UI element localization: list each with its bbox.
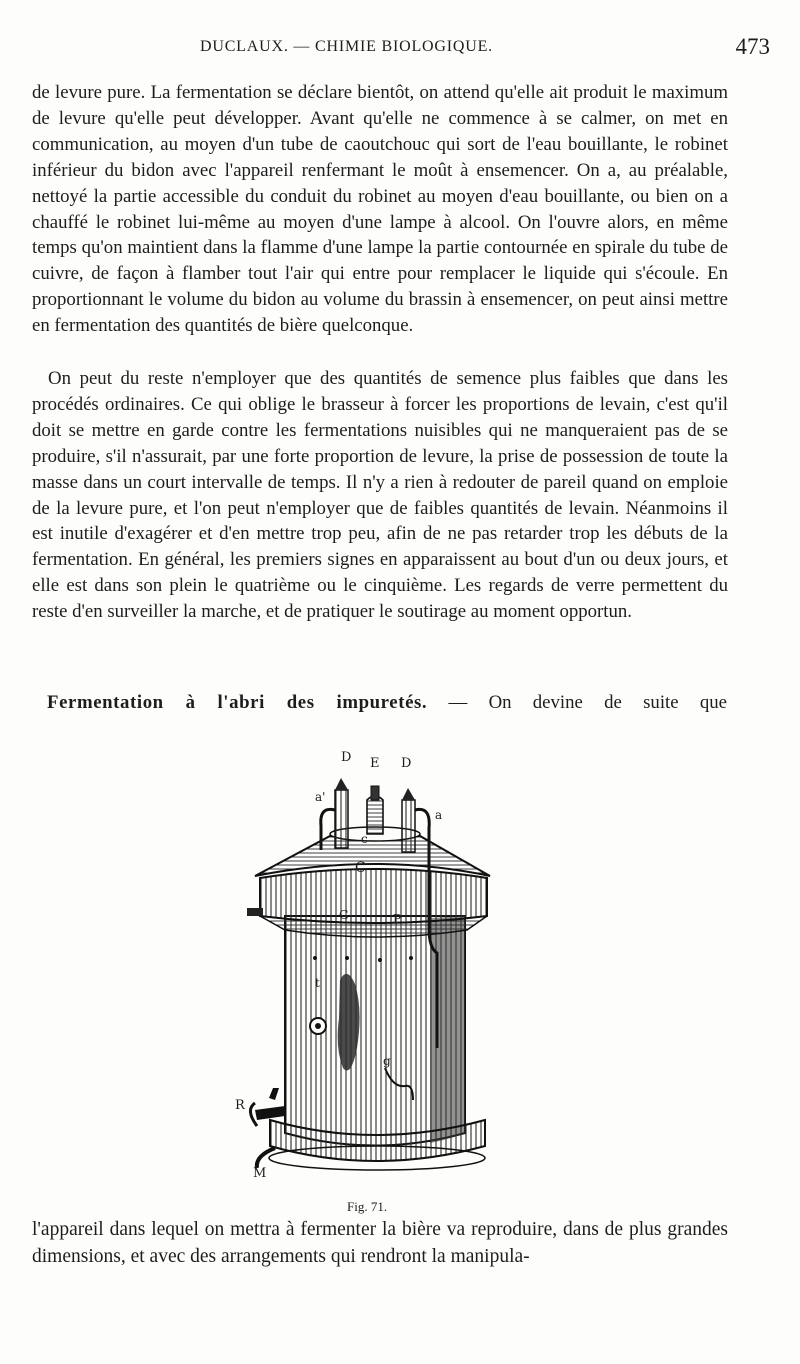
paragraph-semence <box>32 366 728 625</box>
label-P: P <box>393 912 402 926</box>
paragraph-text: l'appareil dans lequel on mettra à fermenter la bière va reproduire, dans de plus grandes dimensions, et avec des arrangements qui rendront la manipula- <box>32 1219 728 1267</box>
left-vent-pipe <box>335 790 348 848</box>
label-G: G <box>339 908 349 922</box>
heading-dash: — <box>448 692 468 713</box>
upper-tap <box>247 908 263 916</box>
paragraph-continued <box>32 80 728 339</box>
paragraph-text: de levure pure. La fermentation se déclare bientôt, on attend qu'elle ait produit le maximum de levure qu'elle peut développer. Avant qu'elle ne commence à se calmer, on met en communication, au moyen d'un tube de caoutchouc qui sort de l'eau bouillante, le robinet inférieur du bidon avec l'appareil renfermant le moût à ensemencer. On a, au préalable, nettoyé la partie accessible du conduit du robinet au moyen d'eau bouillante, ou bien on a chauffé le robinet lui-même au moyen d'une lampe à alcool. On l'ouvre alors, en même temps qu'on maintient dans la flamme d'une lampe la partie contournée en spirale du tube de cuivre, de façon à flamber tout l'air qui entre pour remplacer le liquide qui s'écoule. En proportionnant le volume du bidon au volume du brassin à ensemencer, on peut ainsi mettre en fermentation des quantités de bière quelconque. <box>32 82 728 337</box>
label-D-right: D <box>401 756 412 771</box>
fermenter-drawing <box>215 748 545 1188</box>
upper-band <box>260 869 487 923</box>
label-a-prime: a' <box>315 790 326 804</box>
right-vent-pipe <box>402 800 415 852</box>
paragraph-continuation <box>32 1216 728 1270</box>
figure-caption: Fig. 71. <box>347 1199 388 1214</box>
label-E: E <box>370 756 380 771</box>
section-lead-in: On devine de suite que <box>488 692 727 713</box>
paragraph-text: On peut du reste n'employer que des quantités de semence plus faibles que dans les procédés ordinaires. Ce qui oblige le brasseur à forcer les proportions de levain, c'est qu'il doit se mettre en garde contre les fermentations nuisibles qui ne manqueraient pas de se produire, s'il n'assurait, par une forte proportion de levure, la prise de possession de toute la masse dans un court intervalle de temps. Il n'y a rien à redouter de pareil quand on emploie de la levure pure, et l'on peut n'employer que de faibles quantités de levain. Néanmoins il est inutile d'exagérer et d'en mettre trop peu, afin de ne pas retarder trop les débuts de la fermentation. En général, les premiers signes en apparaissent au bout d'un ou deux jours, et elle est dans son plein le quatrième ou le cinquième. Les regards de verre permettent du reste d'en surveiller la marche, et de pratiquer le soutirage au moment opportun. <box>32 368 728 623</box>
page-number: 473 <box>735 34 770 59</box>
section-heading: Fermentation à l'abri des impuretés. <box>47 692 428 713</box>
fermenter-illustration <box>215 748 545 1188</box>
label-R: R <box>235 1098 245 1113</box>
running-title: DUCLAUX. — CHIMIE BIOLOGIQUE. <box>200 38 493 55</box>
label-g: g <box>383 1054 391 1068</box>
label-c: c <box>361 832 368 846</box>
central-spire <box>367 796 383 834</box>
tap-R <box>255 1106 285 1120</box>
running-head <box>30 32 770 62</box>
drain-pipe-M <box>257 1148 275 1168</box>
label-C: C <box>355 860 366 876</box>
label-D-left: D <box>341 750 352 765</box>
label-M: M <box>253 1166 267 1181</box>
label-a: a <box>435 808 443 822</box>
label-t: t <box>315 976 320 990</box>
section-heading-line <box>47 692 727 714</box>
